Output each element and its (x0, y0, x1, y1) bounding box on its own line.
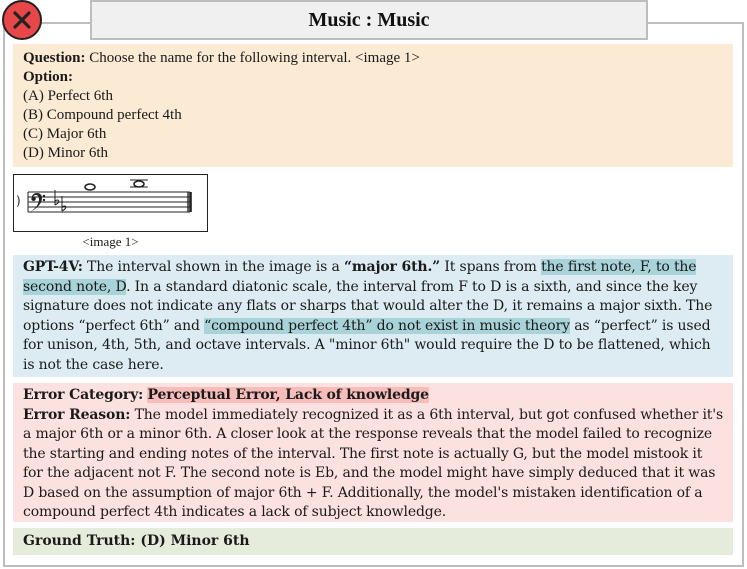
svg-text:): ) (16, 194, 21, 208)
music-staff-image (13, 174, 208, 232)
answer-claim: “major 6th.” (343, 259, 441, 275)
error-panel (13, 383, 733, 522)
answer-panel (13, 255, 733, 377)
page-title: Music : Music (308, 8, 430, 31)
error-reason-line (23, 406, 723, 523)
error-reason-text: The model immediately recognized it as a 6th interval, but got confused whether it's a major 6th or a minor 6th. A closer look at the response reveals that the model failed to recognize the starting and ending notes of the interval. The first note is actually G, but the model mistook it for the adjacent not F. The second note is Eb, and the model might have simply deduced that it was D based on the assumption of major 6th + F. Additionally, the model's mistaken identification of a compound perfect 4th indicates a lack of subject knowledge. (23, 406, 723, 520)
image-caption: <image 1> (82, 234, 139, 249)
answer-text: as “perfect” is used for unison, 4th, 5th, and octave intervals. A "minor 6th" would require the D to be flattened, which is not the case here. (23, 317, 711, 373)
question-panel (13, 44, 733, 167)
answer-text: . In a standard diatonic scale, the interval from F to D is a sixth, and since the key signature does not indicate any flats or sharps that would alter the D, it remains a major sixth. The options “perfect 6th” and (23, 278, 713, 334)
close-icon (11, 9, 33, 31)
question-text: Choose the name for the following interval. <image 1> (89, 50, 420, 66)
answer-label: GPT-4V: (23, 259, 83, 275)
answer-text: It spans from (440, 259, 542, 275)
option-item: (B) Compound perfect 4th (23, 107, 182, 123)
title-bar (90, 0, 648, 40)
error-category-value: Perceptual Error, Lack of knowledge (147, 387, 429, 403)
highlight-note-span: the first note, F, to the second note, D (23, 259, 697, 295)
option-item: (A) Perfect 6th (23, 88, 113, 104)
answer-text: The interval shown in the image is a (87, 259, 344, 275)
option-item: (D) Minor 6th (23, 145, 108, 161)
error-category-label: Error Category: (23, 387, 144, 403)
error-category-line (23, 386, 723, 406)
option-label: Option: (23, 69, 74, 85)
question-line (23, 49, 723, 68)
error-badge (2, 0, 42, 40)
option-item: (C) Major 6th (23, 126, 107, 142)
error-reason-label: Error Reason: (23, 406, 131, 423)
highlight-theory-claim: “compound perfect 4th” do not exist in music theory (204, 317, 570, 334)
ground-truth-panel (13, 528, 733, 555)
music-staff-icon (14, 175, 206, 230)
question-label: Question: (23, 50, 86, 66)
ground-truth-text: Ground Truth: (D) Minor 6th (23, 533, 250, 549)
